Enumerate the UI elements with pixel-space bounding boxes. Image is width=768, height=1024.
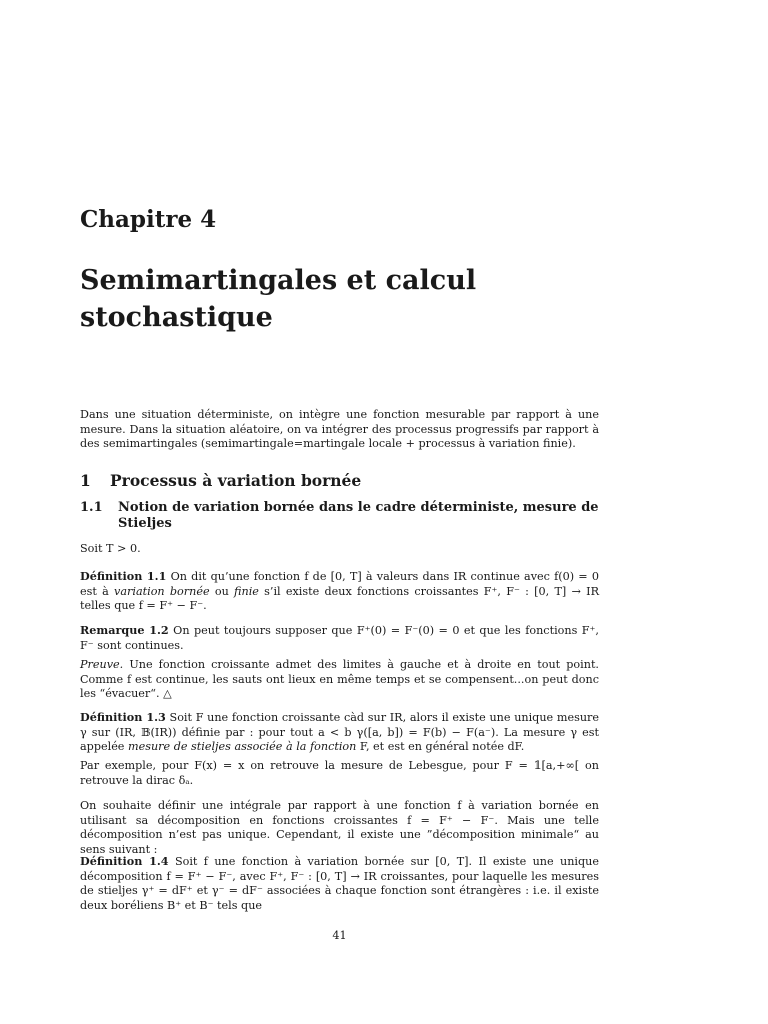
chapter-label: Chapitre 4: [80, 206, 217, 233]
definition-label: Définition 1.1: [80, 569, 167, 583]
definition-label: Définition 1.3: [80, 710, 166, 724]
definition-text: F, et est en général notée dF.: [356, 740, 525, 753]
subsection-heading: [80, 500, 599, 532]
decomposition-paragraph: On souhaite définir une intégrale par rapport à une fonction f à variation bornée en utilisant sa décomposition en fonctions croissantes f = F⁺ − F⁻. Mais une telle décomposition n’est pas unique. Cependant, il existe une ”décomposition minimale“ au sens suivant :: [80, 799, 599, 856]
subsection-title: Notion de variation bornée dans le cadre déterministe, mesure de Stieljes: [118, 500, 599, 531]
definition-emphasis: variation bornée: [114, 584, 210, 598]
definition-emphasis: mesure de stieljes associée à la fonction: [128, 740, 357, 753]
proof-text: Une fonction croissante admet des limites à gauche et à droite en tout point. Comme f est continue, les sauts ont lieux en même temps et se compensent...on peut donc les “évacuer“.: [80, 658, 599, 700]
remark-label: Remarque 1.2: [80, 623, 169, 637]
page-number: 41: [332, 929, 347, 942]
section-heading: [80, 471, 361, 490]
definition-text: On dit qu’une fonction f de [0, T] à valeurs dans IR continue avec f(0) = 0 est à: [80, 570, 599, 598]
intro-paragraph: Dans une situation déterministe, on intègre une fonction mesurable par rapport à une mesure. Dans la situation aléatoire, on va intégrer des processus progressifs par rapport à des semimartingales (semimartingale=martingale locale + processus à variation finie).: [80, 408, 599, 450]
qed-symbol: △: [163, 687, 172, 700]
definition-text: s’il existe deux fonctions croissantes F⁺, F⁻ : [0, T] → IR telles que f = F⁺ − F⁻.: [80, 584, 600, 612]
definition-1-3: [80, 710, 599, 755]
definition-1-4: [80, 854, 599, 913]
definition-emphasis: finie: [234, 584, 259, 598]
example-paragraph: Par exemple, pour F(x) = x on retrouve la mesure de Lebesgue, pour F = 𝟙[a,+∞[ on retrouve la dirac δₐ.: [80, 759, 599, 787]
remark-text: On peut toujours supposer que F⁺(0) = F⁻(0) = 0 et que les fonctions F⁺, F⁻ sont continues.: [80, 624, 599, 652]
proof: [80, 658, 599, 702]
remark-1-2: [80, 623, 599, 653]
definition-text: Soit F une fonction croissante càd sur IR, alors il existe une unique mesure γ sur (IR, 𝔹(IR)) définie par : pour tout a < b γ([a, b]) = F(b) − F(a⁻). La mesure γ est appelée: [80, 711, 599, 753]
definition-text: ou: [209, 584, 235, 598]
definition-text: Soit f une fonction à variation bornée sur [0, T]. Il existe une unique décomposition f = F⁺ − F⁻, avec F⁺, F⁻ : [0, T] → IR croissantes, pour laquelle les mesures de stieljes γ⁺ = dF⁺ et γ⁻ = dF⁻ associées à chaque fonction sont étrangères : i.e. il existe deux boréliens B⁺ et B⁻ tels que: [80, 855, 599, 912]
subsection-number: 1.1: [80, 500, 103, 515]
proof-label: Preuve.: [80, 658, 124, 671]
section-title: Processus à variation bornée: [110, 471, 362, 490]
chapter-title: Semimartingales et calcul stochastique: [80, 265, 477, 333]
section-number: 1: [80, 471, 91, 490]
definition-label: Définition 1.4: [80, 854, 169, 868]
definition-1-1: [80, 569, 599, 614]
soit-line: Soit T > 0.: [80, 542, 141, 555]
